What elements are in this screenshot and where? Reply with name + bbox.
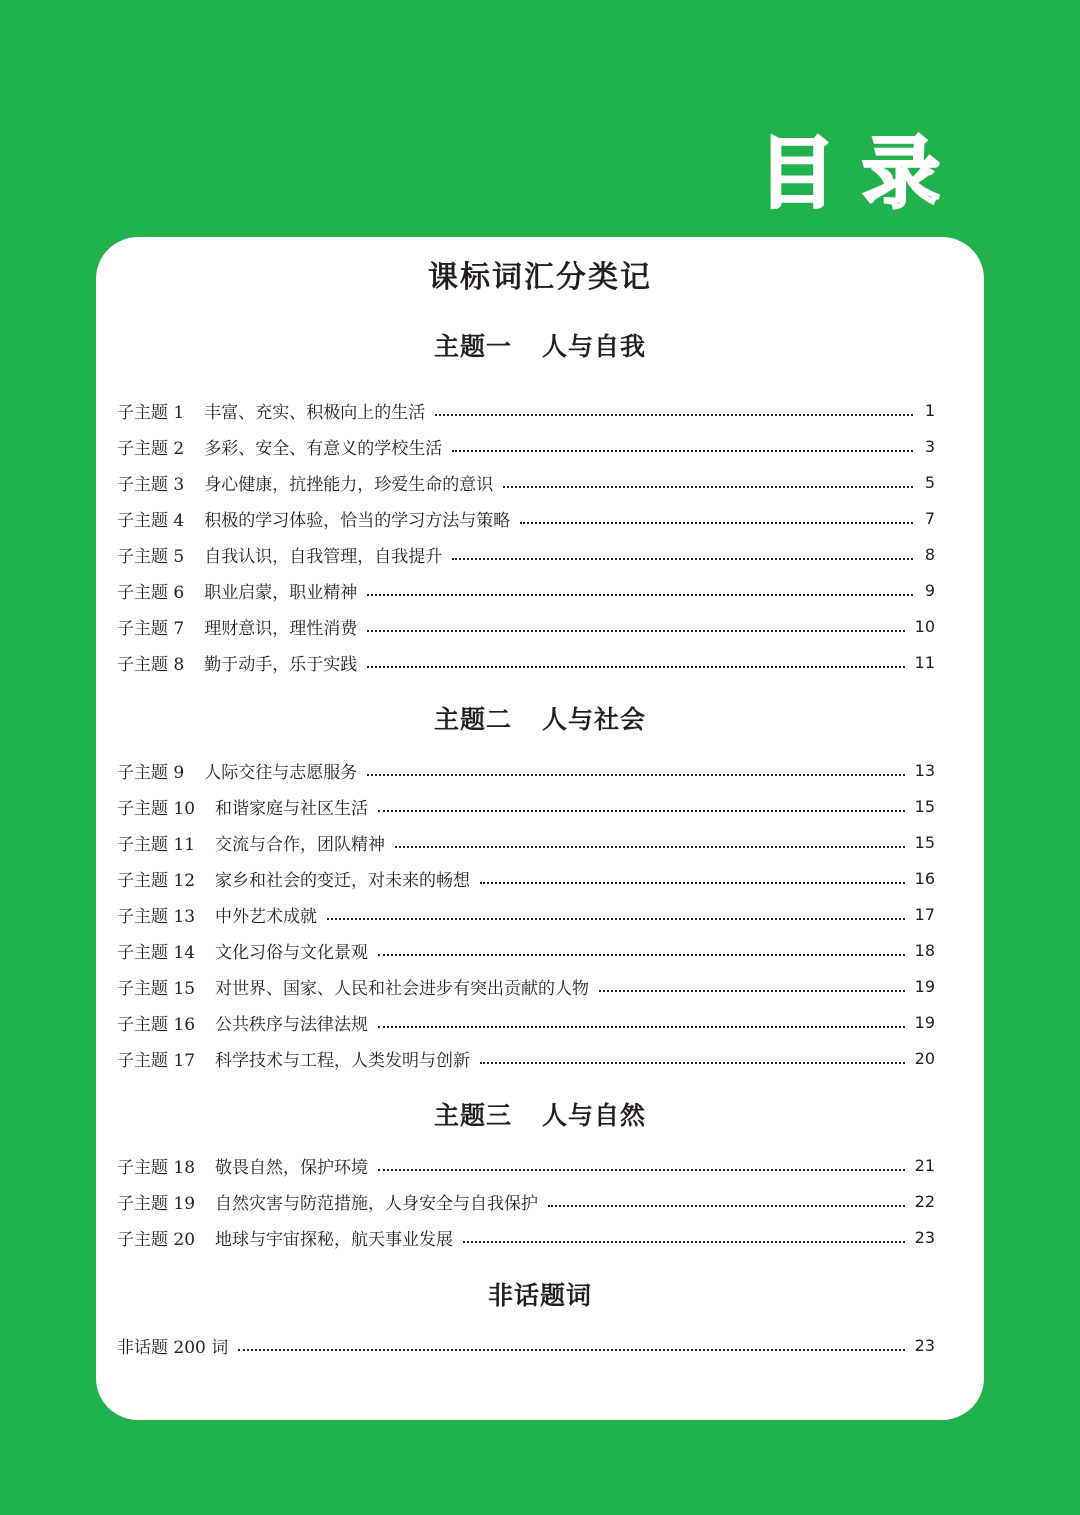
toc-entry-page: 9 <box>924 580 935 600</box>
toc-entry-title: 交流与合作，团队精神 <box>215 834 386 855</box>
toc-entry-number: 子主题 13 <box>117 906 196 927</box>
toc-entry[interactable] <box>117 1333 935 1357</box>
toc-entry-page: 1 <box>924 400 935 420</box>
section-4-label: 非话题词 <box>487 1281 592 1310</box>
toc-entry-number: 子主题 15 <box>117 978 196 999</box>
section-3-name: 人与自然 <box>542 1101 647 1130</box>
toc-entry[interactable] <box>117 758 935 782</box>
toc-entry-number: 子主题 11 <box>117 834 196 855</box>
toc-heading-char-1: 目 <box>758 129 837 219</box>
dot-leader <box>378 954 905 956</box>
toc-entry-page: 19 <box>914 976 935 996</box>
toc-entry[interactable] <box>117 1189 935 1213</box>
main-title: 课标词汇分类记 <box>428 260 652 295</box>
dot-leader <box>452 450 913 452</box>
toc-entry-number: 子主题 18 <box>117 1157 196 1178</box>
toc-entry-title: 积极的学习体验，恰当的学习方法与策略 <box>204 510 511 531</box>
dot-leader <box>367 594 913 596</box>
toc-entry-page: 3 <box>924 436 935 456</box>
dot-leader <box>367 630 904 632</box>
dot-leader <box>238 1349 904 1351</box>
dot-leader <box>599 990 905 992</box>
toc-entry[interactable] <box>117 470 935 494</box>
toc-entry-number: 子主题 20 <box>117 1229 196 1250</box>
toc-heading <box>758 128 948 220</box>
toc-entry[interactable] <box>117 542 935 566</box>
toc-entry-number: 子主题 6 <box>117 582 185 603</box>
toc-entry-number: 子主题 3 <box>117 474 185 495</box>
toc-entry-title: 和谐家庭与社区生活 <box>215 798 369 819</box>
toc-entry-number: 子主题 7 <box>117 618 185 639</box>
toc-entry-page: 15 <box>914 832 935 852</box>
toc-entry[interactable] <box>117 866 935 890</box>
toc-entry-page: 19 <box>914 1012 935 1032</box>
toc-entry-page: 10 <box>914 616 935 636</box>
toc-entry-number: 非话题 200 词 <box>117 1337 229 1358</box>
toc-entry-title: 职业启蒙，职业精神 <box>204 582 358 603</box>
toc-entry[interactable] <box>117 1010 935 1034</box>
dot-leader <box>452 558 913 560</box>
dot-leader <box>378 1169 905 1171</box>
dot-leader <box>548 1205 905 1207</box>
toc-entry-title: 文化习俗与文化景观 <box>215 942 369 963</box>
dot-leader <box>378 810 905 812</box>
toc-entry[interactable] <box>117 398 935 422</box>
toc-entry-page: 8 <box>924 544 935 564</box>
toc-entry[interactable] <box>117 1046 935 1070</box>
toc-entry-title: 敬畏自然，保护环境 <box>215 1157 369 1178</box>
toc-entry-page: 17 <box>914 904 935 924</box>
dot-leader <box>503 486 913 488</box>
section-3-label: 主题三 <box>433 1101 512 1130</box>
toc-entry-title: 勤于动手，乐于实践 <box>204 654 358 675</box>
dot-leader <box>327 918 905 920</box>
section-2-label: 主题二 <box>433 705 512 734</box>
section-title-1 <box>0 327 1080 363</box>
toc-entry-page: 23 <box>914 1227 935 1247</box>
toc-entry-number: 子主题 16 <box>117 1014 196 1035</box>
toc-entry[interactable] <box>117 578 935 602</box>
toc-entry-title: 理财意识，理性消费 <box>204 618 358 639</box>
toc-entry-page: 21 <box>914 1155 935 1175</box>
dot-leader <box>395 846 905 848</box>
toc-entry[interactable] <box>117 830 935 854</box>
toc-entry-page: 23 <box>914 1335 935 1355</box>
toc-entry[interactable] <box>117 434 935 458</box>
toc-entry-page: 5 <box>924 472 935 492</box>
section-1-name: 人与自我 <box>542 332 647 361</box>
toc-entry-title: 自我认识，自我管理，自我提升 <box>204 546 443 567</box>
toc-entry-page: 13 <box>914 760 935 780</box>
toc-entry-title: 科学技术与工程，人类发明与创新 <box>215 1050 471 1071</box>
toc-entry-number: 子主题 9 <box>117 762 185 783</box>
toc-entry-page: 18 <box>914 940 935 960</box>
toc-entry-number: 子主题 17 <box>117 1050 196 1071</box>
toc-entry-title: 身心健康，抗挫能力，珍爱生命的意识 <box>204 474 494 495</box>
toc-entry-number: 子主题 19 <box>117 1193 196 1214</box>
toc-entry-title: 中外艺术成就 <box>215 906 318 927</box>
toc-entry[interactable] <box>117 974 935 998</box>
toc-entry-page: 11 <box>914 652 935 672</box>
toc-entry-title: 人际交往与志愿服务 <box>204 762 358 783</box>
toc-entry-title: 多彩、安全、有意义的学校生活 <box>204 438 443 459</box>
section-title-2 <box>0 700 1080 736</box>
toc-entry[interactable] <box>117 902 935 926</box>
toc-entry-number: 子主题 14 <box>117 942 196 963</box>
dot-leader <box>435 414 913 416</box>
toc-entry[interactable] <box>117 506 935 530</box>
toc-entry-number: 子主题 5 <box>117 546 185 567</box>
dot-leader <box>378 1026 905 1028</box>
toc-entry-page: 20 <box>914 1048 935 1068</box>
toc-entry-number: 子主题 2 <box>117 438 185 459</box>
toc-entry[interactable] <box>117 938 935 962</box>
section-2-name: 人与社会 <box>542 705 647 734</box>
dot-leader <box>480 1062 905 1064</box>
toc-entry-number: 子主题 4 <box>117 510 185 531</box>
toc-entry-page: 16 <box>914 868 935 888</box>
toc-entry-title: 对世界、国家、人民和社会进步有突出贡献的人物 <box>215 978 590 999</box>
toc-entry-number: 子主题 12 <box>117 870 196 891</box>
toc-entry[interactable] <box>117 1225 935 1249</box>
toc-entry[interactable] <box>117 1153 935 1177</box>
toc-entry-title: 地球与宇宙探秘，航天事业发展 <box>215 1229 454 1250</box>
toc-entry-number: 子主题 1 <box>117 402 185 423</box>
toc-entry-title: 公共秩序与法律法规 <box>215 1014 369 1035</box>
toc-heading-char-2: 录 <box>862 129 941 219</box>
toc-entry-number: 子主题 8 <box>117 654 185 675</box>
toc-entry[interactable] <box>117 794 935 818</box>
toc-entry[interactable] <box>117 650 935 674</box>
section-title-3 <box>0 1096 1080 1132</box>
toc-entry-page: 15 <box>914 796 935 816</box>
toc-entry-title: 丰富、充实、积极向上的生活 <box>204 402 426 423</box>
toc-entry-title: 自然灾害与防范措施，人身安全与自我保护 <box>215 1193 539 1214</box>
dot-leader <box>520 522 913 524</box>
section-1-label: 主题一 <box>433 332 512 361</box>
toc-entry-number: 子主题 10 <box>117 798 196 819</box>
toc-entry-title: 家乡和社会的变迁，对未来的畅想 <box>215 870 471 891</box>
section-title-4 <box>0 1276 1080 1312</box>
dot-leader <box>367 666 904 668</box>
toc-entry-page: 7 <box>924 508 935 528</box>
dot-leader <box>480 882 905 884</box>
toc-entry[interactable] <box>117 614 935 638</box>
dot-leader <box>463 1241 905 1243</box>
dot-leader <box>367 774 904 776</box>
toc-entry-page: 22 <box>914 1191 935 1211</box>
